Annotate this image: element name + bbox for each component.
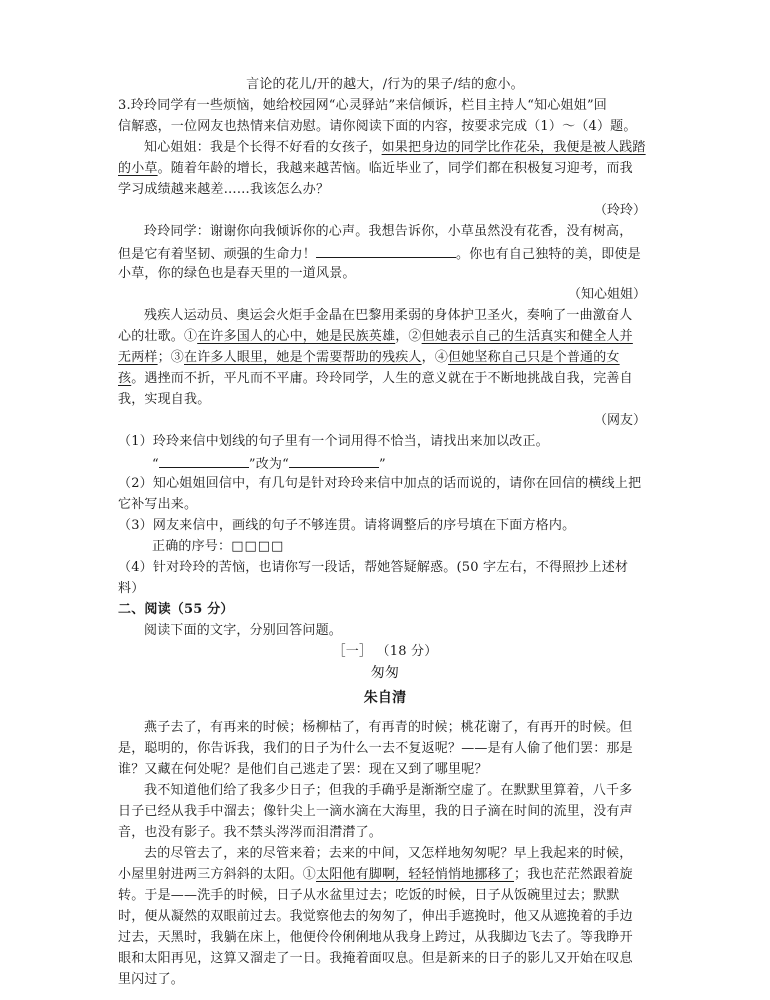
essay-p2-line-3: 音，也没有影子。我不禁头涔涔而泪潸潸了。 <box>118 825 383 840</box>
sub-question-2-line-2: 它补写出来。 <box>118 497 198 512</box>
underlined-sentence: 太阳他有脚啊，轻轻悄悄地挪移了 <box>316 867 515 882</box>
sub-question-3-answer <box>152 537 284 557</box>
ling-letter-line-1 <box>144 138 646 158</box>
answer-label: 正确的序号： <box>152 539 232 554</box>
poem-line: 言论的花儿/开的越大，/行为的果子/结的愈小。 <box>246 77 524 92</box>
sub-question-1: （1）玲玲来信中划线的句子里有一个词用得不恰当，请找出来加以改正。 <box>118 434 549 449</box>
sub-question-1-fill <box>152 453 386 475</box>
underlined-sentence: 但她表示自己的生活真实和健全人并 <box>421 329 633 344</box>
ling-letter-line-2 <box>118 159 633 179</box>
ling-letter-text: 。随着年龄的增长，我越来越苦恼。临近毕业了，同学们都在积极复习迎考，而我 <box>157 161 633 176</box>
net-letter-text: ，④ <box>421 350 449 365</box>
net-letter-text: ，② <box>395 329 422 344</box>
underlined-sentence: 无两样 <box>118 350 158 365</box>
underlined-sentence: 在许多国人的心中，她是民族英雄 <box>197 329 396 344</box>
answer-boxes[interactable]: □□□□ <box>231 539 285 554</box>
essay-p1-line-3: 谁？又藏在何处呢？是他们自己逃走了罢：现在又到了哪里呢？ <box>118 762 488 777</box>
essay-p1-line-2: 是，聪明的，你告诉我，我们的日子为什么一去不复返呢？——是有人偷了他们罢：那是 <box>118 741 633 756</box>
essay-p1-line-1: 燕子去了，有再来的时候；杨柳枯了，有再青的时候；桃花谢了，有再开的时候。但 <box>144 720 633 735</box>
fill-connector-text: ”改为“ <box>248 457 289 472</box>
essay-p3-line-2 <box>118 865 633 885</box>
section-instruction: 阅读下面的文字，分别回答问题。 <box>144 623 343 638</box>
ling-signature: （玲玲） <box>593 203 646 218</box>
ling-letter-line-3: 学习成绩越来越差……我该怎么办？ <box>118 182 330 197</box>
net-letter-line-2 <box>118 327 633 347</box>
sister-letter-line-3: 小草，你的绿色也是春天里的一道风景。 <box>118 266 356 281</box>
fill-blank-line[interactable] <box>316 243 456 258</box>
part-label: ［一］ （18 分） <box>332 644 438 659</box>
essay-p3-line-5: 过去，天黑时，我躺在床上，他便伶伶俐俐地从我身上跨过，从我脚边飞去了。等我睁开 <box>118 930 633 945</box>
net-letter-text: ；③ <box>157 350 185 365</box>
essay-p2-line-2: 日子已经从我手中溜去；像针尖上一滴水滴在大海里，我的日子滴在时间的流里，没有声 <box>118 804 633 819</box>
sister-signature: （知心姐姐） <box>567 287 646 302</box>
net-signature: （网友） <box>593 413 646 428</box>
underlined-sentence: 但她坚称自己只是个普通的女 <box>448 350 620 365</box>
essay-p2-line-1: 我不知道他们给了我多少日子；但我的手确乎是渐渐空虚了。在默默里算着，八千多 <box>144 783 633 798</box>
essay-text: 小屋里射进两三方斜斜的太阳。① <box>118 867 317 882</box>
quote-mark: “ <box>152 457 159 472</box>
underlined-sentence: 在许多人眼里，她是个需要帮助的残疾人 <box>184 350 422 365</box>
sister-letter-line-1: 玲玲同学：谢谢你向我倾诉你的心声。我想告诉你，小草虽然没有花香，没有树高， <box>144 224 633 239</box>
net-letter-line-3 <box>118 348 620 368</box>
fill-blank-line[interactable] <box>159 453 249 468</box>
sub-question-2-line-1: （2）知心姐姐回信中，有几句是针对玲玲来信中加点的话而说的，请你在回信的横线上把 <box>118 476 642 491</box>
sub-question-3: （3）网友来信中，画线的句子不够连贯。请将调整后的序号填在下面方格内。 <box>118 518 576 533</box>
q3-intro-line-2: 信解惑，一位网友也热情来信劝慰。请你阅读下面的内容，按要求完成（1）～（4）题。 <box>118 119 637 134</box>
underlined-sentence: 的小草 <box>118 161 158 176</box>
net-letter-line-5: 我，实现自我。 <box>118 392 211 407</box>
ling-letter-text: 知心姐姐：我是个长得不好看的女孩子， <box>144 140 382 155</box>
net-letter-text: 。遇挫而不折，平凡而不平庸。玲玲同学，人生的意义就在于不断地挑战自我，完善自 <box>131 371 633 386</box>
underlined-sentence: 孩 <box>118 371 132 386</box>
essay-title: 匆匆 <box>370 665 400 681</box>
quote-mark: ” <box>378 457 386 472</box>
essay-p3-line-1: 去的尽管去了，来的尽管来着；去来的中间，又怎样地匆匆呢？早上我起来的时候， <box>144 846 633 861</box>
sister-letter-text: 但是它有着坚韧、顽强的生命力！ <box>118 247 317 262</box>
sub-question-4-line-1: （4）针对玲玲的苦恼，也请你写一段话，帮她答疑解惑。(50 字左右，不得照抄上述材 <box>118 560 629 575</box>
net-letter-line-1: 残疾人运动员、奥运会火炬手金晶在巴黎用柔弱的身体护卫圣火，奏响了一曲激奋人 <box>144 308 633 323</box>
essay-p3-line-3: 转。于是——洗手的时候，日子从水盆里过去；吃饭的时候，日子从饭碗里过去；默默 <box>118 888 620 903</box>
essay-p3-line-6: 眼和太阳再见，这算又溜走了一日。我掩着面叹息。但是新来的日子的影儿又开始在叹息 <box>118 951 633 966</box>
essay-text: ；我也茫茫然跟着旋 <box>514 867 633 882</box>
essay-p3-line-7: 里闪过了。 <box>118 972 185 987</box>
sister-letter-text: 。你也有自己独特的美，即使是 <box>456 247 641 262</box>
underlined-sentence: 如果把身边的同学比作花朵，我便是被人践踏 <box>381 140 646 155</box>
sub-question-4-line-2: 料） <box>118 581 145 596</box>
q3-intro-line-1: 3.玲玲同学有一些烦恼，她给校园网“心灵驿站”来信倾诉，栏目主持人“知心姐姐”回 <box>118 98 607 113</box>
essay-p3-line-4: 时，便从凝然的双眼前过去。我觉察他去的匆匆了，伸出手遮挽时，他又从遮挽着的手边 <box>118 909 633 924</box>
sister-letter-line-2 <box>118 243 641 265</box>
fill-blank-line[interactable] <box>289 453 379 468</box>
net-letter-text: 心的壮歌。① <box>118 329 198 344</box>
net-letter-line-4 <box>118 369 633 389</box>
essay-author: 朱自清 <box>363 690 407 706</box>
section-heading: 二、阅读（55 分） <box>118 602 234 617</box>
